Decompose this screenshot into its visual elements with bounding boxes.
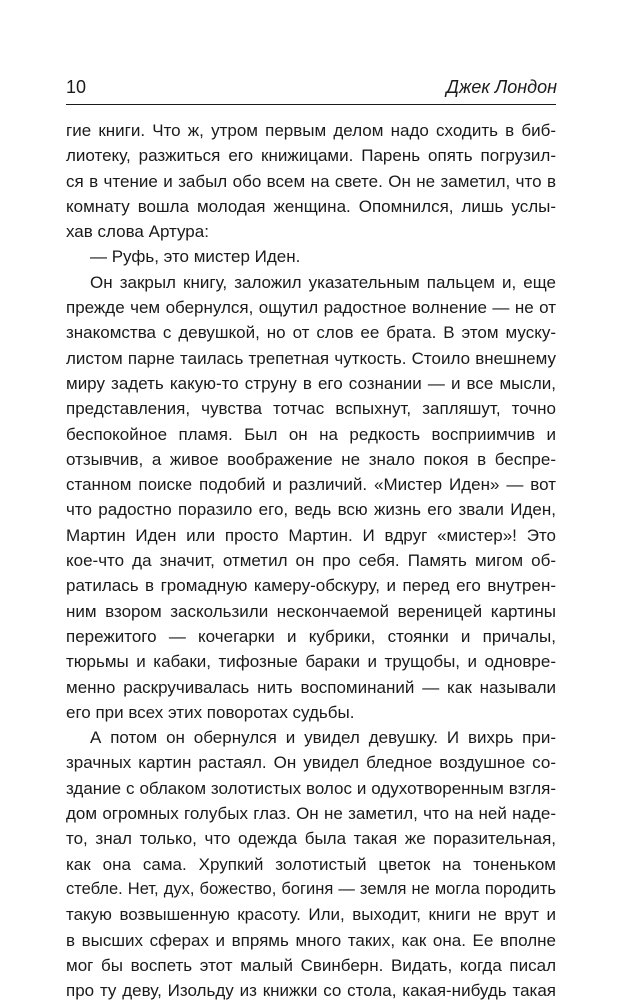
text-line: ратилась в громадную камеру-обскуру, и перед его внутрен- [66,576,556,596]
text-line: зрачных картин растаял. Он увидел бледное воздушное со- [66,753,556,773]
text-line: стебле. Нет, дух, божество, богиня — земля не могла породить [66,879,556,898]
text-line: беспокойное пламя. Был он на редкость восприимчив и [66,424,556,444]
header-rule [66,104,556,105]
text-line: миру задеть какую-то струну в его сознании — и все мысли, [66,373,556,393]
text-line: представления, чувства тотчас вспыхнут, запляшут, точно [66,399,556,419]
text-line: ся в чтение и забыл обо всем на свете. Он не заметил, что в [66,171,556,191]
running-head-author: Джек Лондон [446,77,557,97]
text-line: отзывчив, а живое воображение не знало покоя в беспре- [66,449,556,469]
text-line: менно раскручивалась нить воспоминаний — как называли [66,677,556,697]
text-line: как она сама. Хрупкий золотистый цветок на тоненьком [66,854,556,874]
page-number: 10 [66,77,87,97]
text-line: его при всех этих поворотах судьбы. [66,702,355,722]
text-line: мог бы воспеть этот малый Свинберн. Видать, когда писал [66,955,556,975]
text-line: хав слова Артура: [66,222,209,242]
text-line: гие книги. Что ж, утром первым делом надо сходить в биб- [66,121,556,140]
text-line: лиотеку, разжиться его книжицами. Парень опять погрузил- [66,146,556,166]
text-line: знакомства с девушкой, но от слов ее брата. В этом муску- [66,323,556,343]
text-line: дом огромных голубых глаз. Он не заметил, что на ней наде- [66,804,556,824]
text-line: станном поиске подобий и различий. «Мистер Иден» — вот [66,475,556,495]
text-line: А потом он обернулся и увидел девушку. И вихрь при- [90,728,556,748]
text-line: прежде чем обернулся, ощутил радостное волнение — не от [66,298,556,318]
text-line: здание с облаком золотистых волос и одухотворенным взгля- [66,778,556,798]
text-line: Мартин Иден или просто Мартин. И вдруг «мистер»! Это [66,525,556,545]
text-line: кое-что да значит, отметил он про себя. Память мигом об- [66,551,556,571]
body-text [66,118,556,1003]
text-line: пережитого — кочегарки и кубрики, стоянки и причалы, [66,626,556,646]
text-line: про ту деву, Изольду из книжки со стола, какая-нибудь такая [66,981,556,1001]
text-line: Он закрыл книгу, заложил указательным пальцем и, еще [90,272,556,292]
text-line: комнату вошла молодая женщина. Опомнился, лишь услы- [66,196,556,216]
text-line: тюрьмы и кабаки, тифозные бараки и трущобы, и одновре- [66,652,556,672]
text-line: такую возвышенную красоту. Или, выходит, книги не врут и [66,905,556,925]
text-line: что радостно поразило его, ведь всю жизнь его звали Иден, [66,500,556,520]
text-line: — Руфь, это мистер Иден. [90,247,301,267]
text-line: то, знал только, что одежда была такая же поразительная, [66,829,556,849]
text-line: в высших сферах и впрямь много таких, как она. Ее вполне [66,930,556,950]
text-line: ним взором заскользили нескончаемой вереницей картины [66,601,556,621]
text-line: листом парне таилась трепетная чуткость. Стоило внешнему [66,348,556,368]
